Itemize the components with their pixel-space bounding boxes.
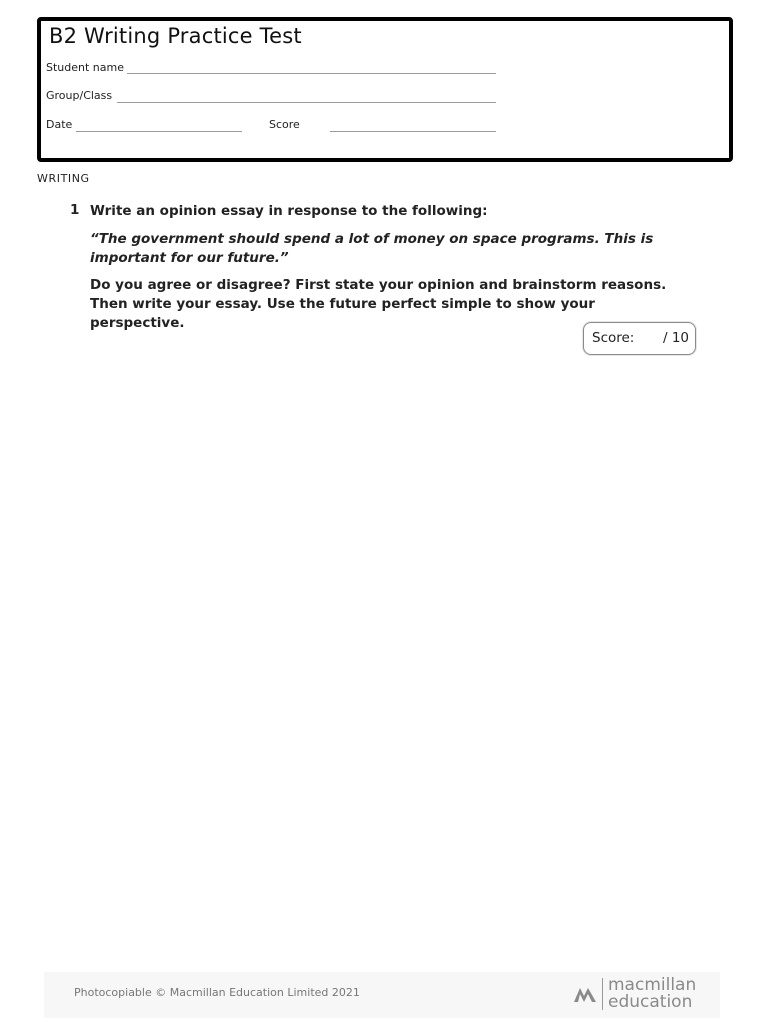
- score-label: Score: [269, 118, 300, 131]
- date-field[interactable]: [76, 131, 242, 132]
- group-class-label: Group/Class: [46, 89, 113, 102]
- logo-text-line1: macmillan: [608, 975, 697, 995]
- group-class-field[interactable]: [117, 102, 496, 103]
- question-instructions: Do you agree or disagree? First state your opinion and brainstorm reasons. Then write your essay. Use the future perfect simple to show your perspective.: [90, 277, 667, 331]
- macmillan-logo: [573, 976, 703, 1014]
- student-name-label: Student name: [46, 61, 124, 74]
- page-footer: [44, 972, 720, 1018]
- header-box: [37, 17, 733, 162]
- question-quote: “The government should spend a lot of money on space programs. This is important for our future.”: [90, 231, 654, 266]
- question-number: 1: [70, 202, 80, 218]
- section-heading: WRITING: [37, 172, 90, 185]
- score-box-label: Score:: [592, 330, 635, 346]
- copyright-text: Photocopiable © Macmillan Education Limited 2021: [74, 986, 360, 999]
- score-box-max: / 10: [663, 330, 690, 346]
- date-label: Date: [46, 118, 73, 131]
- student-name-field[interactable]: [127, 73, 496, 74]
- score-field[interactable]: [330, 131, 496, 132]
- page-title: B2 Writing Practice Test: [49, 24, 302, 48]
- logo-text-line2: education: [608, 992, 693, 1012]
- macmillan-logo-icon: [573, 984, 597, 1004]
- question-prompt: Write an opinion essay in response to the following:: [90, 203, 488, 219]
- logo-divider: [602, 978, 603, 1010]
- score-box[interactable]: [583, 322, 696, 355]
